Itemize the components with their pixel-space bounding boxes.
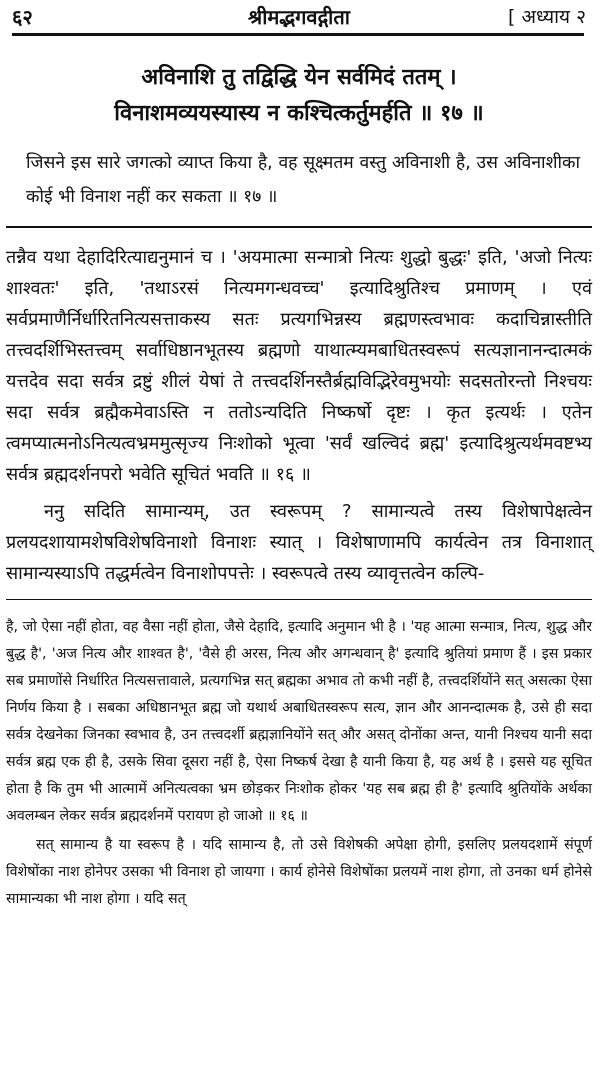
commentary-paragraph-1: तन्नैव यथा देहादिरित्याद्यनुमानं च । 'अयमात्मा सन्मात्रो नित्यः शुद्धो बुद्धः' इति, 'अजो नित्यः शाश्वतः' इति, 'तथाऽरसं नित्यमगन्धवच्च' इत्यादिश्रुतिश्च प्रमाणम् । एवं सर्वप्रमाणैर्निर्धारितनित्यसत्ताकस्य सतः प्रत्यगभिन्नस्य ब्रह्मणस्त्वभावः कदाचिन्नास्तीति तत्त्वदर्शिभिस्तत्त्वम् सर्वाधिष्ठानभूतस्य ब्रह्मणो याथात्म्यमबाधितस्वरूपं सत्यज्ञानानन्दात्मकं यत्तदेव सदा सर्वत्र द्रष्टुं शीलं येषां ते तत्त्वदर्शिनस्तैर्ब्रह्मविद्भिरेवमुभयोः सदसतोरन्तो निश्चयः सदा सर्वत्र ब्रह्मैकमेवाऽस्ति न ततोऽन्यदिति निष्कर्षो दृष्टः । कृत इत्यर्थः । एतेन त्वमप्यात्मनोऽनित्यत्वभ्रममुत्सृज्य निःशोको भूत्वा 'सर्वं खल्विदं ब्रह्म' इत्यादिश्रुत्यर्थमवष्टभ्य सर्वत्र ब्रह्मदर्शनपरो भवेति सूचितं भवति ॥ १६ ॥ xyxy=(6,247,592,485)
verse-line-1: अविनाशि तु तद्विद्धि येन सर्वमिदं ततम् । xyxy=(141,65,457,90)
book-title: श्रीमद्भगवद्गीता xyxy=(248,5,350,29)
sanskrit-verse xyxy=(6,60,592,132)
commentary-divider xyxy=(6,599,592,600)
translation-paragraph-1: है, जो ऐसा नहीं होता, वह वैसा नहीं होता, जैसे देहादि, इत्यादि अनुमान भी है । 'यह आत्मा सन्मात्र, नित्य, शुद्ध और बुद्ध है', 'अज नित्य और शाश्वत है', 'वैसे ही अरस, नित्य और अगन्धवान् है' इत्यादि श्रुतियां प्रमाण हैं । इस प्रकार सब प्रमाणोंसे निर्धारित नित्यसत्तावाले, प्रत्यगभिन्न सत् ब्रह्मका अभाव तो कभी नहीं है, तत्त्वदर्शियोंने सत् असत्का ऐसा निर्णय किया है । सबका अधिष्ठानभूत ब्रह्म जो यथार्थ अबाधितस्वरूप सत्य, ज्ञान और आनन्दात्मक है, उसे ही सदा सर्वत्र देखनेका जिनका स्वभाव है, उन तत्त्वदर्शी ब्रह्मज्ञानियोंने सत् और असत् दोनोंका अन्त, यानी निश्चय यानी सदा सर्वत्र ब्रह्म एक ही है, उसके सिवा दूसरा नहीं है, ऐसा निष्कर्ष देखा है यानी किया है, यह अर्थ है । इससे यह सूचित होता है कि तुम भी आत्मामें अनित्यत्वका भ्रम छोड़कर निःशोक होकर 'यह सब ब्रह्म ही है' इत्यादि श्रुतियोंके अर्थका अवलम्बन लेकर सर्वत्र ब्रह्मदर्शनमें परायण हो जाओ ॥ १६ ॥ xyxy=(6,619,592,824)
chapter-label: [ अध्याय २ xyxy=(508,6,586,28)
page-number: ६२ xyxy=(12,5,33,29)
hindi-translation xyxy=(6,614,592,913)
header-rule xyxy=(12,33,584,36)
translation-paragraph-2: सत् सामान्य है या स्वरूप है । यदि सामान्य है, तो उसे विशेषकी अपेक्षा होगी, इसलिए प्रलयदशामें संपूर्ण विशेषोंका नाश होनेपर उसका भी विनाश हो जायगा । कार्य होनेसे विशेषोंका प्रलयमें नाश होगा, तो उनका धर्म होनेसे सामान्यका भी नाश होगा । यदि सत् xyxy=(6,837,592,907)
verse-translation: जिसने इस सारे जगत्को व्याप्त किया है, वह सूक्ष्मतम वस्तु अविनाशी है, उस अविनाशीका कोई भी विनाश नहीं कर सकता ॥ १७ ॥ xyxy=(26,153,580,207)
sanskrit-commentary xyxy=(6,242,592,589)
commentary-paragraph-2: ननु सदिति सामान्यम्, उत स्वरूपम् ? सामान्यत्वे तस्य विशेषापेक्षत्वेन प्रलयदशायामशेषविशेषविनाशो विनाशः स्यात् । विशेषाणामपि कार्यत्वेन तत्र विनाशात् सामान्यस्याऽपि तद्धर्मत्वेन विनाशोपपत्तेः । स्वरूपत्वे तस्य व्यावृत्तत्वेन कल्पि- xyxy=(6,501,592,584)
section-divider xyxy=(6,226,592,228)
verse-line-2: विनाशमव्ययस्यास्य न कश्चित्कर्तुमर्हति ॥ १७ ॥ xyxy=(114,101,484,126)
page-header xyxy=(6,0,592,34)
